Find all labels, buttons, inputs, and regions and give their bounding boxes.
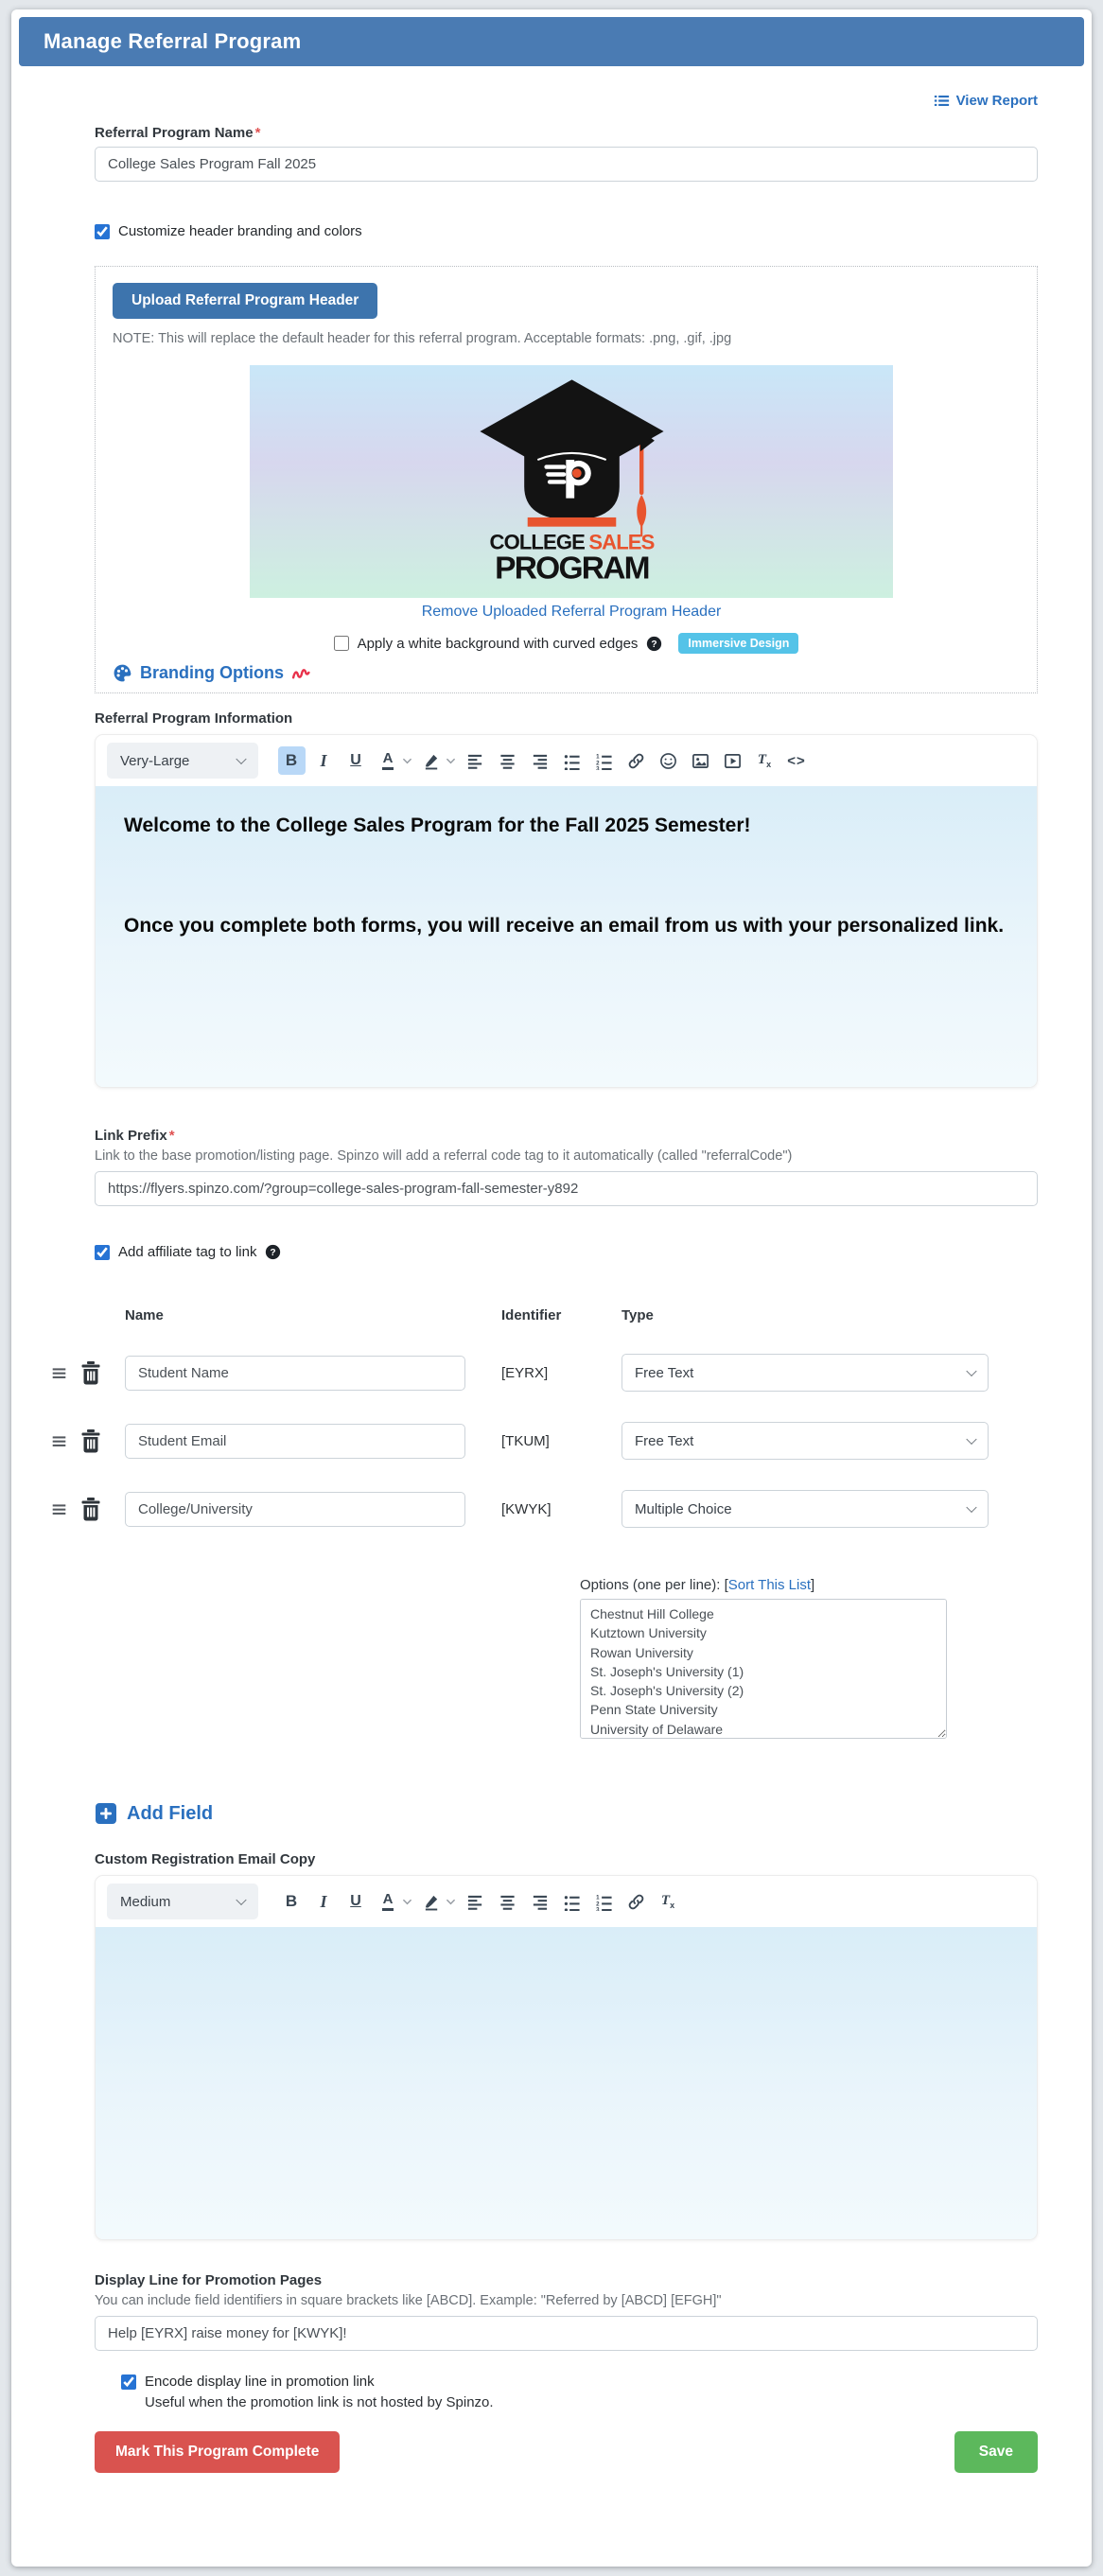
multiple-choice-options [580, 1577, 947, 1744]
display-line-input[interactable] [95, 2316, 1038, 2351]
link-prefix-input[interactable] [95, 1171, 1038, 1206]
list-ol-icon[interactable] [590, 1887, 618, 1916]
italic-icon[interactable]: I [320, 750, 327, 770]
page-title: Manage Referral Program [44, 29, 302, 53]
svg-text:2: 2 [595, 759, 600, 766]
svg-text:3: 3 [595, 1905, 600, 1911]
encode-display-line-label: Encode display line in promotion link [145, 2374, 375, 2390]
display-line-description: You can include field identifiers in square brackets like [ABCD]. Example: "Referred by [ABCD] [EFGH]" [95, 2293, 722, 2308]
column-header-name: Name [125, 1307, 164, 1323]
align-right-icon[interactable] [526, 1887, 553, 1916]
field-row [51, 1354, 1038, 1392]
column-header-identifier: Identifier [501, 1307, 562, 1323]
bold-icon[interactable]: B [285, 1892, 298, 1910]
program-name-label: Referral Program Name * [95, 125, 261, 141]
align-center-icon[interactable] [494, 746, 521, 775]
program-info-editor [95, 734, 1038, 1088]
page-header [19, 17, 1084, 66]
field-name-input[interactable] [125, 1492, 465, 1527]
list-ul-icon[interactable] [558, 1887, 586, 1916]
field-name-input[interactable] [125, 1424, 465, 1459]
editor-toolbar [96, 735, 1037, 786]
italic-icon[interactable]: I [320, 1891, 327, 1911]
custom-fields-table [51, 1307, 1038, 1744]
font-size-select[interactable] [107, 743, 258, 779]
underline-icon[interactable]: U [350, 752, 361, 768]
upload-note: NOTE: This will replace the default header for this referral program. Acceptable formats: .png, .gif, .jpg [113, 331, 732, 346]
bold-icon[interactable]: B [278, 746, 306, 775]
align-center-icon[interactable] [494, 1887, 521, 1916]
field-type-select[interactable] [622, 1354, 989, 1392]
options-textarea[interactable] [580, 1599, 947, 1739]
align-left-icon[interactable] [462, 746, 489, 775]
header-preview-image [250, 365, 893, 598]
svg-text:1: 1 [595, 753, 600, 761]
college-sales-program-logo [476, 375, 668, 588]
drag-handle-icon[interactable] [51, 1501, 70, 1517]
svg-text:COLLEGESALES: COLLEGE SALES [489, 530, 654, 554]
svg-text:3: 3 [595, 764, 600, 770]
editor-toolbar [96, 1876, 1037, 1927]
signature-scribble-icon [291, 663, 311, 683]
video-icon[interactable] [719, 746, 746, 775]
upload-header-button[interactable]: Upload Referral Program Header [113, 283, 377, 319]
email-copy-content[interactable] [96, 1927, 1037, 2239]
clear-format-icon[interactable]: $T_x$ [660, 1893, 675, 1910]
dropdown-caret-icon [446, 756, 457, 766]
field-identifier: [TKUM] [501, 1432, 550, 1449]
link-icon[interactable] [622, 746, 650, 775]
svg-text:?: ? [651, 639, 658, 650]
remove-header-link[interactable]: Remove Uploaded Referral Program Header [421, 604, 722, 620]
svg-text:?: ? [270, 1248, 277, 1259]
field-type-select[interactable] [622, 1422, 989, 1460]
list-report-icon [934, 93, 950, 109]
code-icon[interactable]: <> [787, 752, 806, 769]
align-right-icon[interactable] [526, 746, 553, 775]
encode-display-line-checkbox[interactable] [121, 2374, 136, 2390]
email-copy-editor [95, 1875, 1038, 2240]
field-identifier: [EYRX] [501, 1364, 549, 1381]
link-prefix-description: Link to the base promotion/listing page. Spinzo will add a referral code tag to it automatically (called "referralCode") [95, 1148, 793, 1164]
delete-field-icon[interactable] [79, 1360, 106, 1385]
white-background-checkbox[interactable] [334, 636, 349, 651]
svg-text:2: 2 [595, 1900, 600, 1907]
link-icon[interactable] [622, 1887, 650, 1916]
dropdown-caret-icon [402, 1897, 413, 1907]
palette-icon [113, 663, 132, 683]
svg-text:PROGRAM: PROGRAM [494, 551, 649, 587]
list-ul-icon[interactable] [558, 746, 586, 775]
drag-handle-icon[interactable] [51, 1433, 70, 1449]
underline-icon[interactable]: U [350, 1893, 361, 1909]
help-icon[interactable] [265, 1244, 281, 1260]
display-line-label: Display Line for Promotion Pages [95, 2272, 323, 2288]
options-label: Options (one per line): [Sort This List] [580, 1577, 815, 1593]
delete-field-icon[interactable] [79, 1497, 106, 1521]
info-paragraph: Welcome to the College Sales Program for the Fall 2025 Semester! [124, 815, 751, 836]
help-icon[interactable] [646, 636, 662, 652]
field-row [51, 1490, 1038, 1528]
branding-options-link[interactable] [113, 663, 1020, 683]
link-prefix-label: Link Prefix * [95, 1128, 175, 1144]
white-background-label: Apply a white background with curved edges [357, 635, 639, 652]
field-type-select[interactable] [622, 1490, 989, 1528]
program-info-content[interactable] [96, 786, 1037, 1087]
field-row [51, 1422, 1038, 1460]
customize-branding-checkbox[interactable] [95, 224, 110, 239]
encode-note: Useful when the promotion link is not hosted by Spinzo. [145, 2394, 494, 2410]
view-report-label: View Report [955, 93, 1038, 109]
drag-handle-icon[interactable] [51, 1365, 70, 1381]
add-field-label: Add Field [127, 1802, 214, 1824]
list-ol-icon[interactable] [590, 746, 618, 775]
highlight-icon[interactable] [418, 1887, 446, 1916]
font-size-select[interactable] [107, 1884, 258, 1919]
branding-options-label: Branding Options [140, 663, 284, 682]
svg-text:1: 1 [595, 1894, 600, 1901]
manage-referral-program-card [11, 9, 1092, 2567]
field-identifier: [KWYK] [501, 1500, 552, 1517]
image-icon[interactable] [687, 746, 714, 775]
immersive-design-badge: Immersive Design [678, 633, 798, 654]
field-name-input[interactable] [125, 1356, 465, 1391]
delete-field-icon[interactable] [79, 1428, 106, 1453]
affiliate-tag-label: Add affiliate tag to link [118, 1244, 257, 1260]
clear-format-icon[interactable]: $T_x$ [757, 752, 772, 769]
highlight-icon[interactable] [418, 746, 446, 775]
align-left-icon[interactable] [462, 1887, 489, 1916]
info-paragraph: Once you complete both forms, you will receive an email from us with your personalized link. [124, 914, 1005, 937]
mark-complete-button[interactable]: Mark This Program Complete [95, 2431, 340, 2473]
dropdown-caret-icon [446, 1897, 457, 1907]
font-color-icon[interactable]: A [375, 1887, 402, 1916]
view-report-link[interactable] [934, 93, 1038, 109]
add-field-button[interactable] [95, 1802, 1038, 1825]
font-color-icon[interactable]: A [375, 746, 402, 775]
program-name-input[interactable] [95, 147, 1038, 182]
plus-square-icon [95, 1802, 117, 1825]
email-copy-label: Custom Registration Email Copy [95, 1851, 316, 1867]
column-header-type: Type [622, 1307, 654, 1323]
branding-section [95, 266, 1038, 693]
program-info-label: Referral Program Information [95, 710, 293, 727]
dropdown-caret-icon [402, 756, 413, 766]
emoji-icon[interactable] [655, 746, 682, 775]
affiliate-tag-checkbox[interactable] [95, 1245, 110, 1260]
save-button[interactable]: Save [954, 2431, 1038, 2473]
sort-this-list-link[interactable]: Sort This List [727, 1577, 812, 1593]
customize-branding-label: Customize header branding and colors [118, 223, 362, 239]
